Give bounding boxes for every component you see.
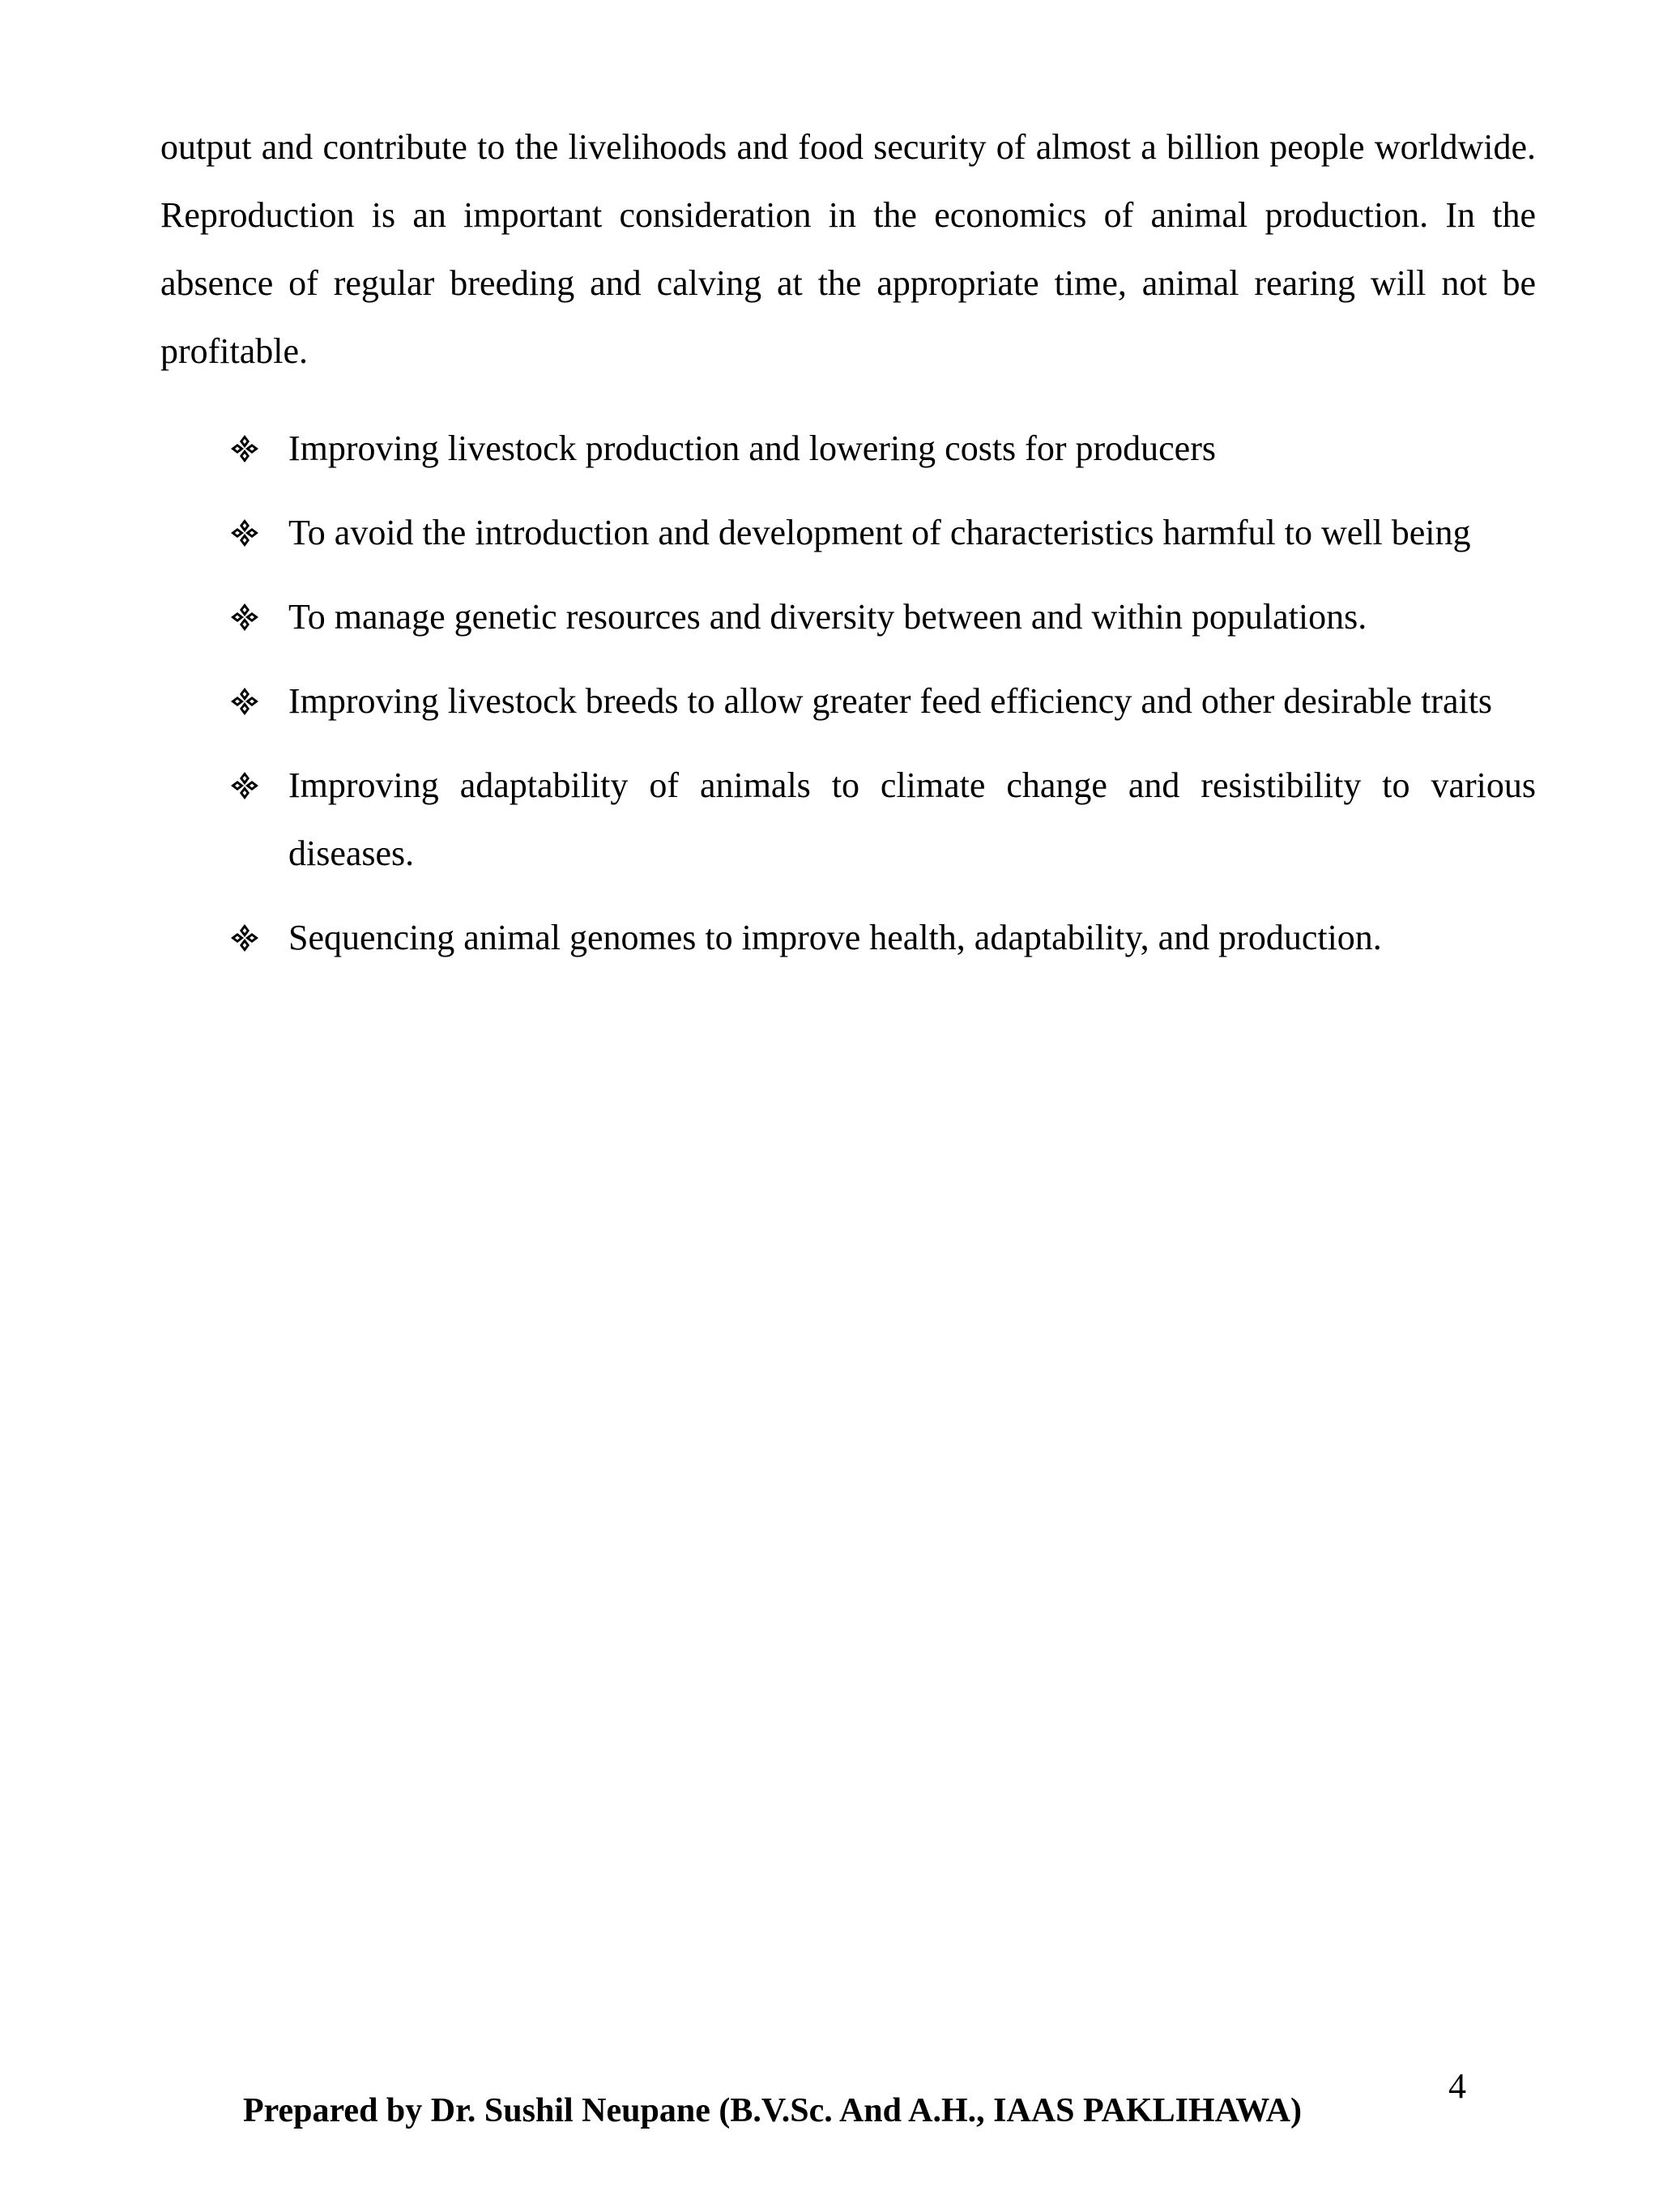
list-item-text: Sequencing animal genomes to improve health, adaptability, and production. bbox=[288, 918, 1382, 957]
list-item bbox=[160, 752, 1536, 888]
body-paragraph: output and contribute to the livelihoods and food security of almost a billion people worldwide. Reproduction is an important consideration in the economics of animal production. In the absence of regular breeding and calving at the appropriate time, animal rearing will not be profitable. bbox=[160, 127, 1536, 371]
list-item bbox=[160, 667, 1536, 735]
list-item-text: Improving livestock breeds to allow greater feed efficiency and other desirable traits bbox=[288, 681, 1493, 721]
four-diamond-bullet-icon bbox=[230, 518, 259, 548]
four-diamond-bullet-icon bbox=[230, 771, 259, 800]
list-item-text: Improving livestock production and lowering costs for producers bbox=[288, 428, 1216, 468]
list-item-text: To manage genetic resources and diversity between and within populations. bbox=[288, 597, 1367, 637]
list-item-text: To avoid the introduction and development of characteristics harmful to well being bbox=[288, 513, 1471, 552]
four-diamond-bullet-icon bbox=[230, 687, 259, 716]
list-item bbox=[160, 904, 1536, 972]
four-diamond-bullet-icon bbox=[230, 603, 259, 632]
four-diamond-bullet-icon bbox=[230, 434, 259, 463]
footer-credit: Prepared by Dr. Sushil Neupane (B.V.Sc. And A.H., IAAS PAKLIHAWA) bbox=[243, 2092, 1302, 2129]
page-number: 4 bbox=[1448, 2066, 1466, 2106]
list-item bbox=[160, 415, 1536, 483]
list-item-text: Improving adaptability of animals to climate change and resistibility to various diseases. bbox=[288, 765, 1536, 873]
list-item bbox=[160, 583, 1536, 651]
list-item bbox=[160, 499, 1536, 567]
four-diamond-bullet-icon bbox=[230, 923, 259, 953]
objectives-list bbox=[160, 415, 1536, 988]
